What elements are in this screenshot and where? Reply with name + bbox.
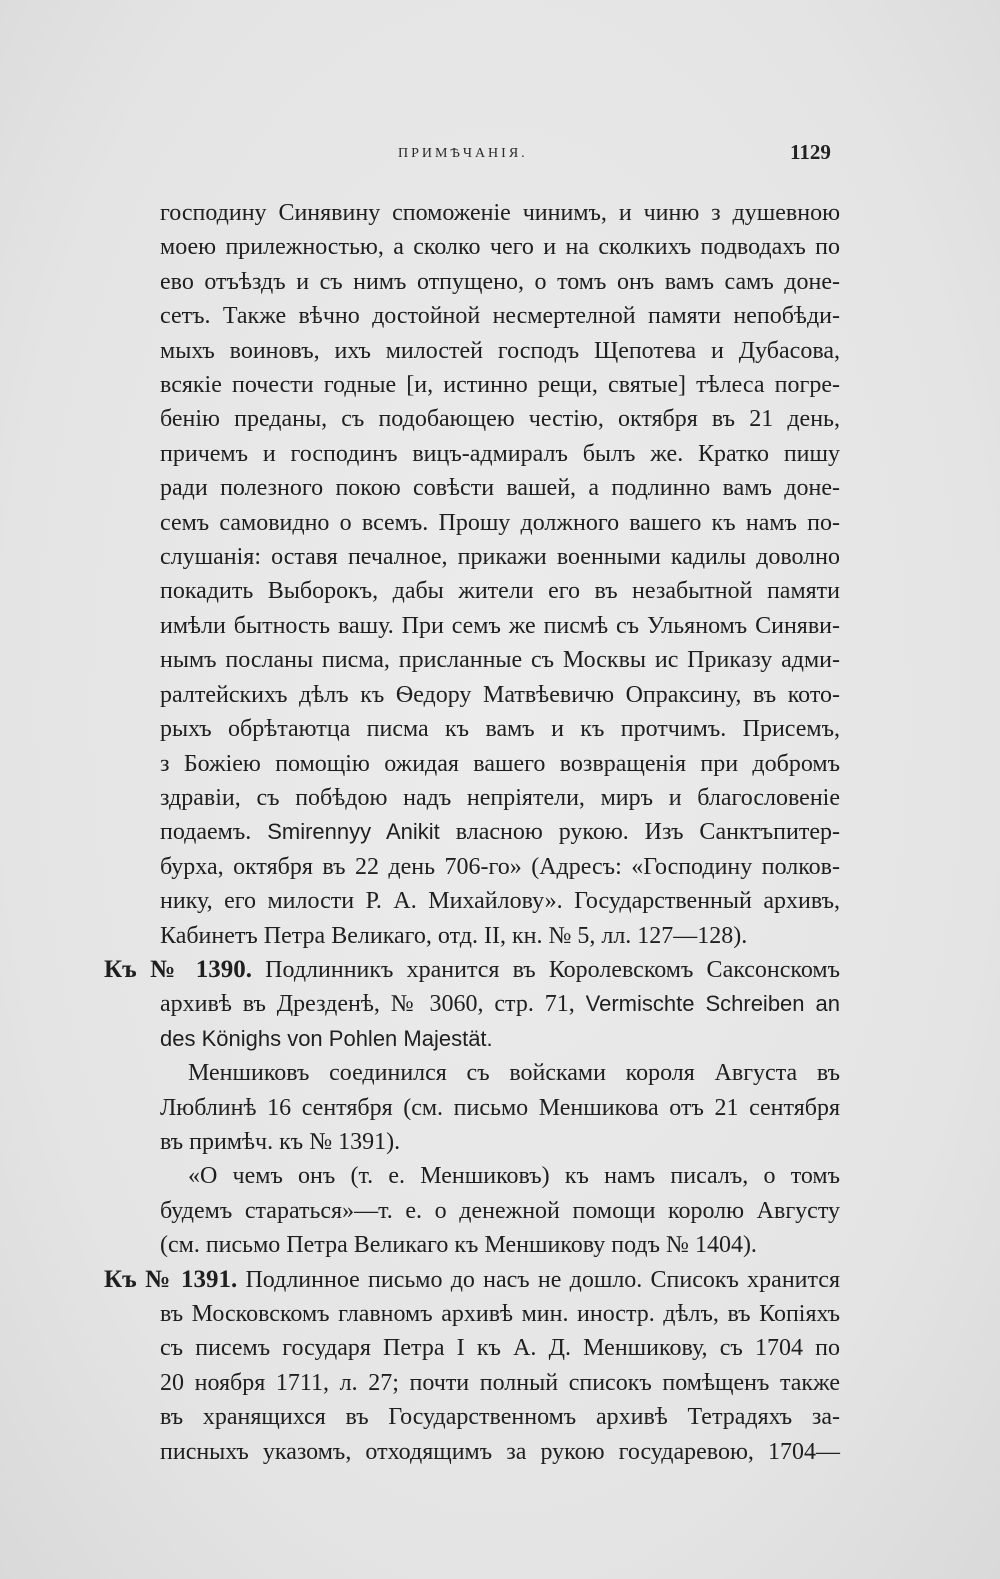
text-line: 20 ноября 1711, л. 27; почти полный списокъ помѣщенъ также (160, 1369, 840, 1396)
note-reference: Къ № 1390. (104, 955, 253, 983)
text-line: Люблинѣ 16 сентября (см. письмо Меншикова отъ 21 сентября (160, 1094, 840, 1121)
text-line: въ примѣч. къ № 1391). (160, 1128, 401, 1155)
letter-continuation (160, 196, 840, 953)
text-line: нымъ посланы писма, присланные съ Москвы ис Приказу адми- (160, 647, 840, 674)
text-line (160, 815, 840, 849)
text-line: бурха, октября въ 22 день 706-го» (Адресъ: «Господину полков- (160, 853, 840, 880)
text-line: з Божіею помощію ожидая вашего возвращенія при добромъ (160, 750, 840, 777)
text-line: здравіи, съ побѣдою надъ непріятели, миръ и благословеніе (160, 784, 840, 811)
text-line: нику, его милости Р. А. Михайлову». Государственный архивъ, (160, 888, 840, 915)
text-line: имѣли бытность вашу. При семъ же писмѣ съ Ульяномъ Синяви- (160, 612, 840, 639)
text-line: писныхъ указомъ, отходящимъ за рукою государевою, 1704— (160, 1438, 840, 1465)
note-paragraph (160, 1056, 840, 1159)
running-title: ПРИМѢЧАНІЯ. (398, 146, 528, 161)
text-fragment: власною рукою. Изъ Санктъпитер- (439, 819, 840, 846)
text-line: будемъ стараться»—т. е. о денежной помощи королю Августу (160, 1197, 840, 1224)
latin-signature: Smirennyy Anikit (267, 819, 440, 845)
note-entry-1391 (104, 1263, 840, 1469)
note-entry-1390 (104, 953, 840, 1056)
text-line: «О чемъ онъ (т. е. Меншиковъ) къ намъ писалъ, о томъ (188, 1163, 840, 1190)
body-text (104, 196, 841, 1469)
text-line (104, 987, 840, 1021)
text-line: рыхъ обрѣтаютца писма къ вамъ и къ протчимъ. Присемъ, (160, 716, 840, 743)
text-line: ради полезного покою совѣсти вашей, а подлинно вамъ доне- (160, 475, 840, 502)
text-line (104, 953, 840, 987)
text-line: Меншиковъ соединился съ войсками короля Августа въ (188, 1060, 840, 1087)
text-line: съ писемъ государя Петра I къ А. Д. Меншикову, съ 1704 по (160, 1335, 840, 1362)
text-line: Кабинетъ Петра Великаго, отд. II, кн. № 5, лл. 127—128). (160, 922, 748, 949)
text-line: ево отъѣздъ и съ нимъ отпущено, о томъ онъ вамъ самъ доне- (160, 268, 840, 295)
text-line: всякіе почести годные [и, истинно рещи, святые] тѣлеса погре- (160, 372, 840, 399)
text-line: (см. письмо Петра Великаго къ Меншикову подъ № 1404). (160, 1232, 757, 1259)
text-line: причемъ и господинъ вицъ-адмиралъ былъ же. Кратко пишу (160, 440, 840, 467)
text-line: бенію преданы, съ подобающею честію, октября въ 21 день, (160, 406, 840, 433)
text-line: мыхъ воиновъ, ихъ милостей господъ Щепотева и Дубасова, (160, 337, 840, 364)
text-line: въ Московскомъ главномъ архивѣ мин. иностр. дѣлъ, въ Копіяхъ (160, 1301, 840, 1327)
latin-title: Vermischte Schreiben an (585, 991, 840, 1017)
text-line (104, 1263, 840, 1297)
text-line: покадить Выборокъ, дабы жители его въ незабытной памяти (160, 578, 840, 605)
text-fragment: Подлинное письмо до насъ не дошло. Списокъ хранится (237, 1266, 840, 1293)
text-line: ралтейскихъ дѣлъ къ Ѳедору Матвѣевичю Опраксину, въ кото- (160, 681, 840, 708)
text-line: моею прилежностью, а сколко чего и на сколкихъ подводахъ по (160, 234, 840, 261)
text-fragment: Подлинникъ хранится въ Королевскомъ Саксонскомъ (252, 956, 841, 983)
note-reference: Къ № 1391. (104, 1265, 238, 1293)
text-fragment: архивѣ въ Дрезденѣ, № 3060, стр. 71, (160, 991, 586, 1018)
latin-title-continued: des Könighs von Pohlen Majestät. (160, 1025, 493, 1051)
text-line: семъ самовидно о всемъ. Прошу должного вашего къ намъ по- (160, 509, 840, 536)
page-number: 1129 (790, 140, 831, 164)
text-line: въ хранящихся въ Государственномъ архивѣ Тетрадяхъ за- (160, 1404, 840, 1431)
text-fragment: подаемъ. (160, 819, 268, 846)
note-paragraph (160, 1159, 840, 1262)
text-line: господину Синявину споможеніе чинимъ, и чиню з душевною (160, 200, 840, 226)
text-line: слушанія: оставя печалное, прикажи военными кадилы доволно (160, 544, 840, 571)
text-line: сетъ. Также вѣчно достойной несмертелной памяти непобѣди- (160, 303, 840, 330)
